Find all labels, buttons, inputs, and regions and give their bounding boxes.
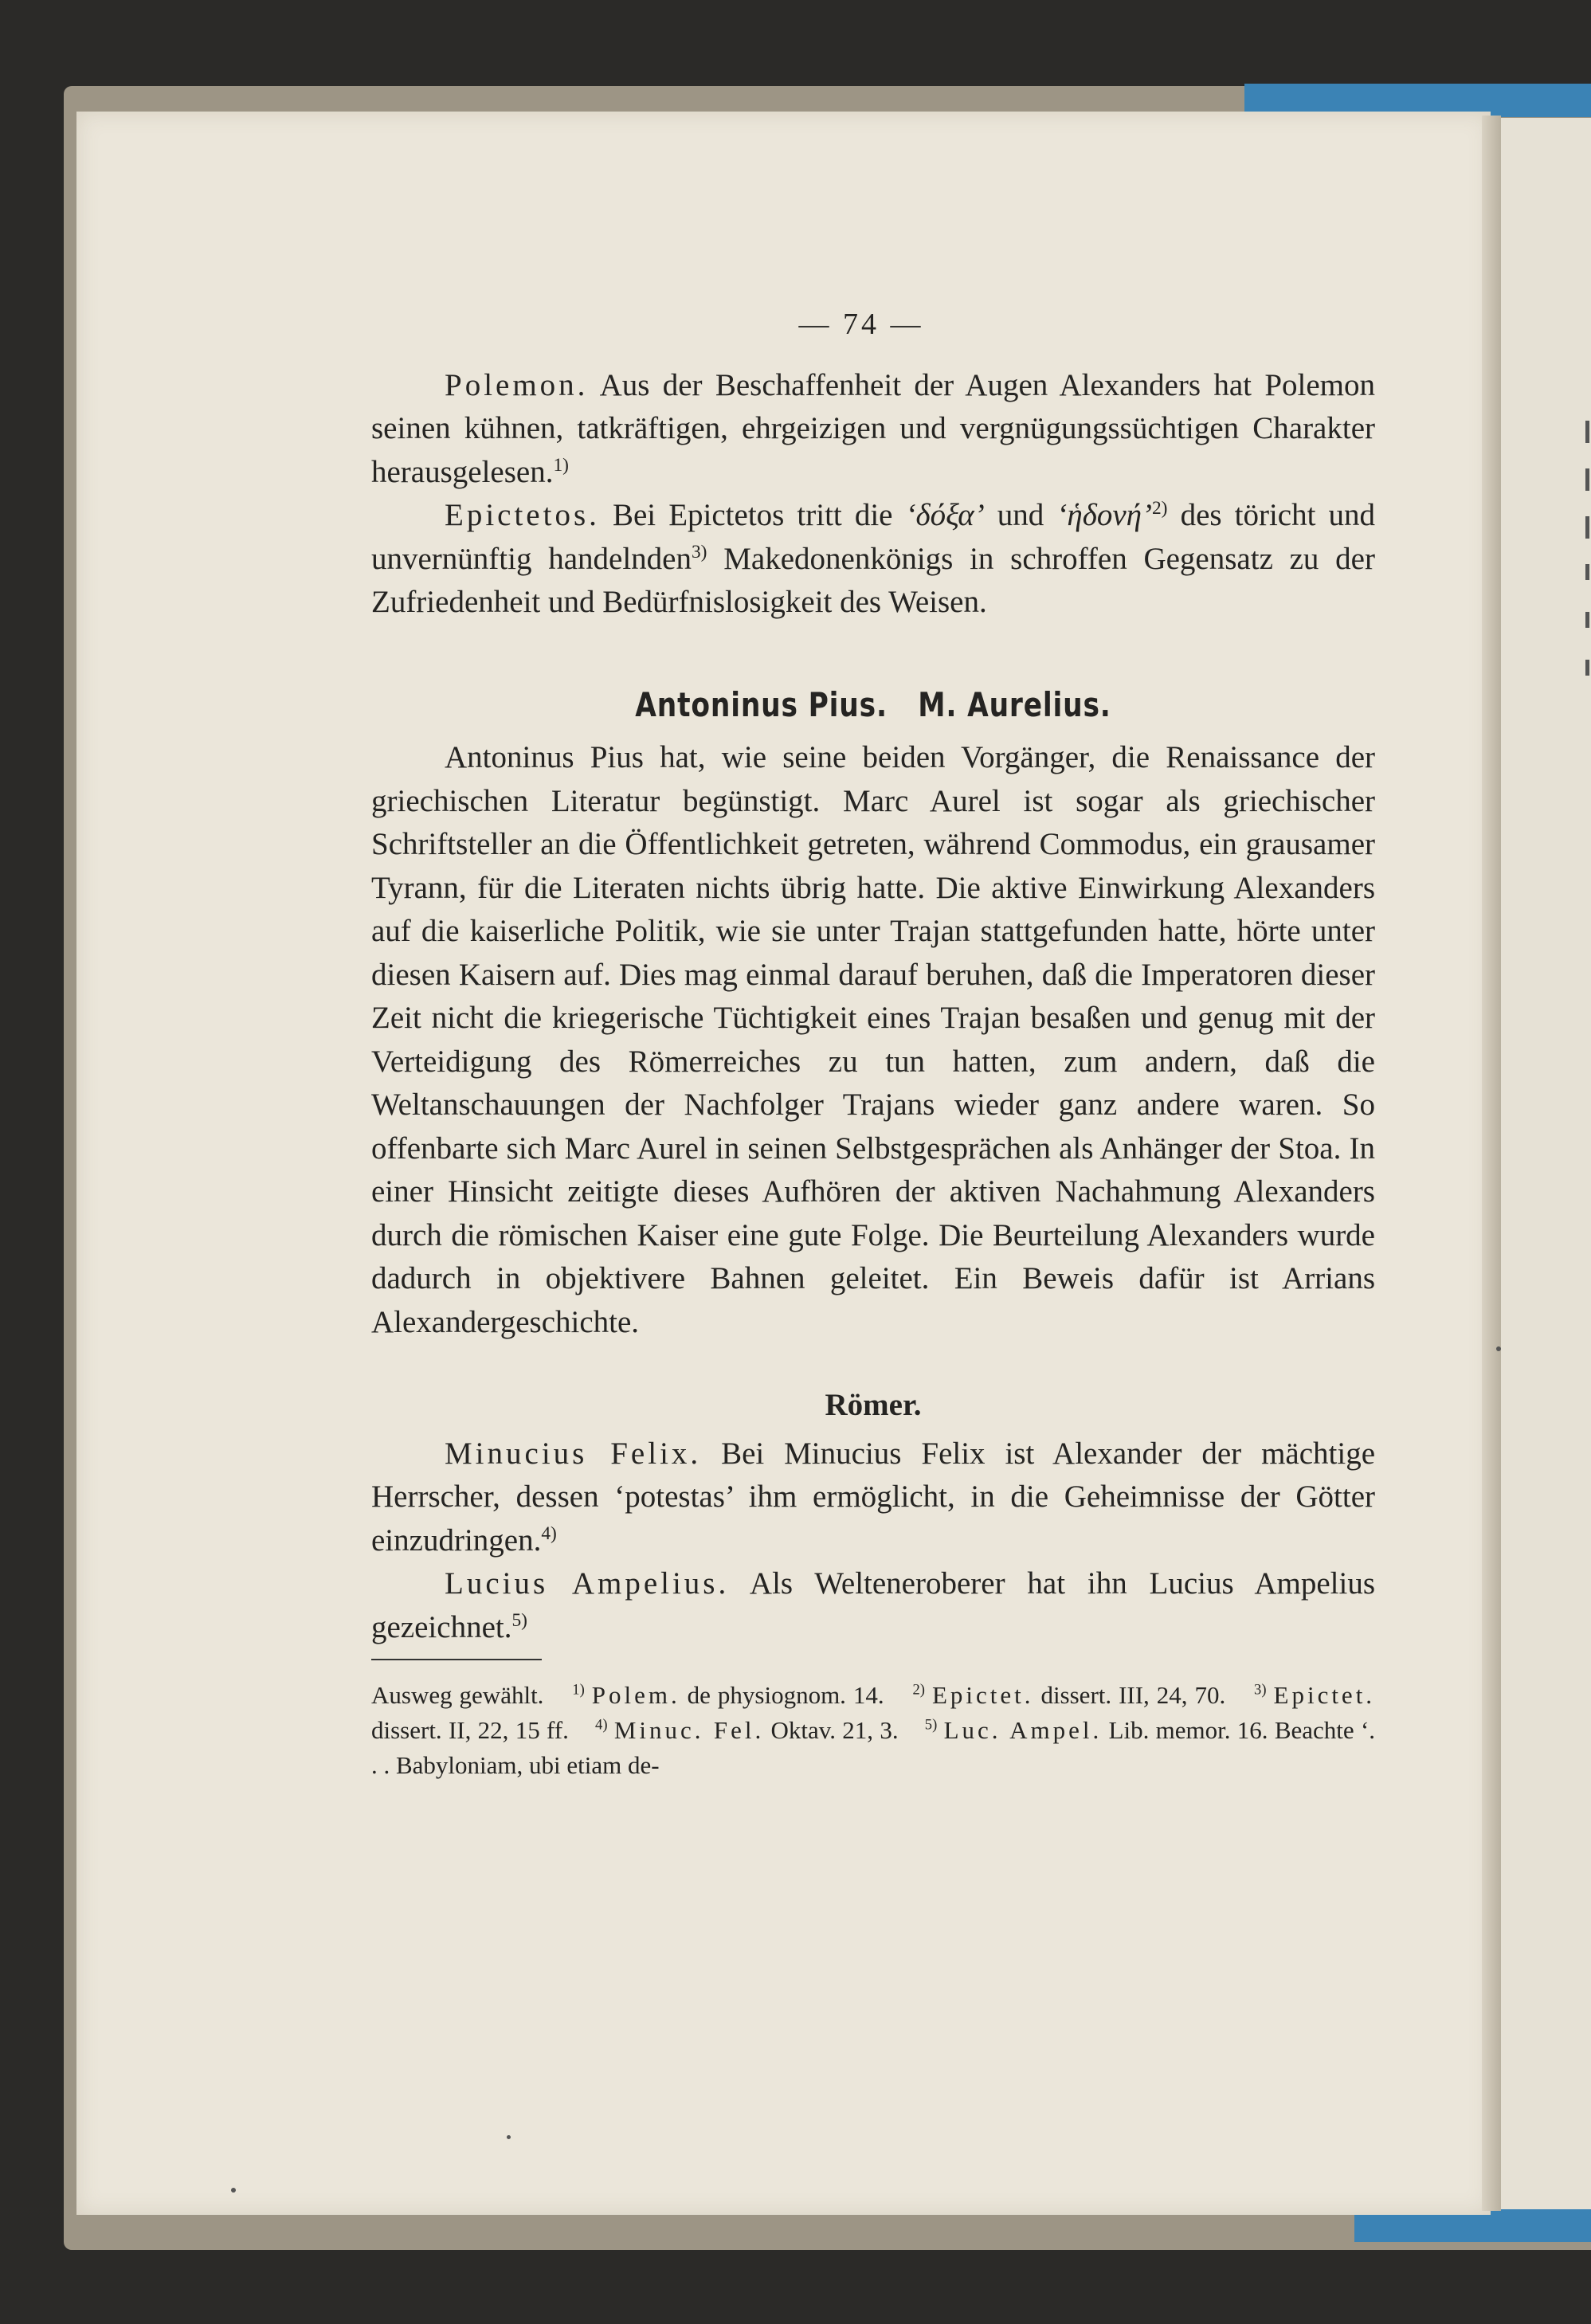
section-heading-antoninus: Antoninus Pius. M. Aurelius. xyxy=(635,684,1111,724)
footnote-ref: 1) xyxy=(553,454,569,476)
footnote-author: Epictet. xyxy=(931,1681,1034,1709)
page-number: — 74 — xyxy=(798,308,924,341)
paragraph-text: Bei Minucius Felix ist Alexander der mächtige Herrscher, dessen ‘potestas’ ihm ermöglicht, in die Geheimnisse der Götter einzudringen. xyxy=(371,1436,1376,1558)
footnote-ref: 3) xyxy=(691,541,707,562)
paper-speck xyxy=(1496,1346,1501,1351)
footnote-text: Oktav. 21, 3. xyxy=(764,1716,899,1744)
paragraph-text: Aus der Beschaffenheit der Augen Alexanders hat Polemon seinen kühnen, tatkräftigen, ehrgeizigen und vergnügungssüchtigen Charakter herausgelesen. xyxy=(371,367,1375,489)
name-polemon: Polemon. xyxy=(445,367,589,402)
section-heading-roemer: Römer. xyxy=(825,1388,922,1422)
paragraph-text: Bei Epictetos tritt die xyxy=(599,498,906,532)
footnote-text: dissert. III, 24, 70. xyxy=(1033,1681,1226,1709)
footnote-mark: 1) xyxy=(572,1681,585,1699)
facing-page xyxy=(1501,118,1591,2209)
facing-page-fragment xyxy=(1585,564,1589,580)
footnote-mark: 4) xyxy=(595,1716,608,1734)
paragraph-antoninus: Antoninus Pius hat, wie seine beiden Vorgänger, die Renaissance der griechischen Literatur begünstigt. Marc Aurel ist sogar als griechischer Schriftsteller an die Öffentlichkeit getreten, während Commodus, ein grausamer Tyrann, für die Literaten nichts übrig hatte. Die aktive Einwirkung Alexanders auf die kaiserliche Politik, wie sie unter Trajan stattgefunden hatte, hörte unter diesen Kaisern auf. Dies mag einmal darauf beruhen, daß die Imperatoren dieser Zeit nicht die kriegerische Tüchtigkeit eines Trajan besaßen und genug mit der Verteidigung des Römerreiches zu tun hatten, zum andern, daß die Weltanschauungen der Nachfolger Trajans wieder ganz andere waren. So offenbarte sich Marc Aurel in seinen Selbstgesprächen als Anhänger der Stoa. In einer Hinsicht zeitigte dieses Aufhören der aktiven Nachahmung Alexanders durch die römischen Kaiser eine gute Folge. Die Beurteilung Alexanders wurde dadurch in objektivere Bahnen geleitet. Ein Beweis dafür ist Arrians Alexandergeschichte. xyxy=(371,740,1375,1339)
paragraph-lucius xyxy=(371,1562,1375,1649)
footnote-text: dissert. II, 22, 15 ff. xyxy=(371,1716,569,1744)
footnote-author: Minuc. Fel. xyxy=(613,1716,765,1744)
footnotes xyxy=(371,1678,1375,1783)
facing-page-fragment xyxy=(1585,612,1589,628)
paper-speck xyxy=(507,2135,511,2139)
footnote-rule xyxy=(371,1659,542,1660)
greek-term: ‘ἡδονή’ xyxy=(1056,498,1152,532)
footnote-ref: 4) xyxy=(541,1523,557,1544)
page-edge xyxy=(1482,116,1501,2211)
paper-speck xyxy=(231,2188,236,2193)
name-lucius: Lucius Ampelius. xyxy=(445,1566,730,1601)
footnote-text: de physiognom. 14. xyxy=(680,1681,884,1709)
footnote-author: Epictet. xyxy=(1273,1681,1376,1709)
footnote-mark: 5) xyxy=(924,1716,938,1734)
paragraph-epictetos xyxy=(371,494,1375,625)
footnote-text: Lib. memor. 16. Beachte ‘. . . Babyloniam, ubi etiam de- xyxy=(371,1716,1376,1779)
footnote-mark: 3) xyxy=(1254,1681,1267,1699)
footnote-author: Luc. Ampel. xyxy=(943,1716,1103,1744)
paragraph-text: des töricht und unvernünftig handelnden xyxy=(371,498,1376,576)
paragraph-text: Als Welteneroberer hat ihn Lucius Ampelius gezeichnet. xyxy=(371,1566,1376,1644)
paragraph-text: und xyxy=(984,498,1057,532)
name-epictetos: Epictetos. xyxy=(445,498,600,532)
paragraph-minucius xyxy=(371,1432,1375,1563)
footnote-author: Polem. xyxy=(591,1681,680,1709)
greek-term: ‘δόξα’ xyxy=(905,498,985,532)
facing-page-fragment xyxy=(1585,516,1589,539)
name-minucius: Minucius Felix. xyxy=(445,1436,702,1471)
page-text xyxy=(371,303,1375,1783)
paragraph-polemon xyxy=(371,364,1375,495)
facing-page-fragment xyxy=(1585,660,1589,676)
footnote-ref: 2) xyxy=(1151,498,1168,519)
facing-page-fragment xyxy=(1585,421,1589,443)
footnote-continuation: Ausweg gewählt. xyxy=(371,1681,544,1709)
facing-page-fragment xyxy=(1585,468,1589,491)
footnote-ref: 5) xyxy=(511,1609,527,1631)
paragraph-text: Makedonenkönigs in schroffen Gegensatz zu der Zufriedenheit und Bedürfnislosigkeit des Weisen. xyxy=(371,541,1375,619)
footnote-mark: 2) xyxy=(912,1681,925,1699)
footnote-block xyxy=(371,1678,1375,1783)
